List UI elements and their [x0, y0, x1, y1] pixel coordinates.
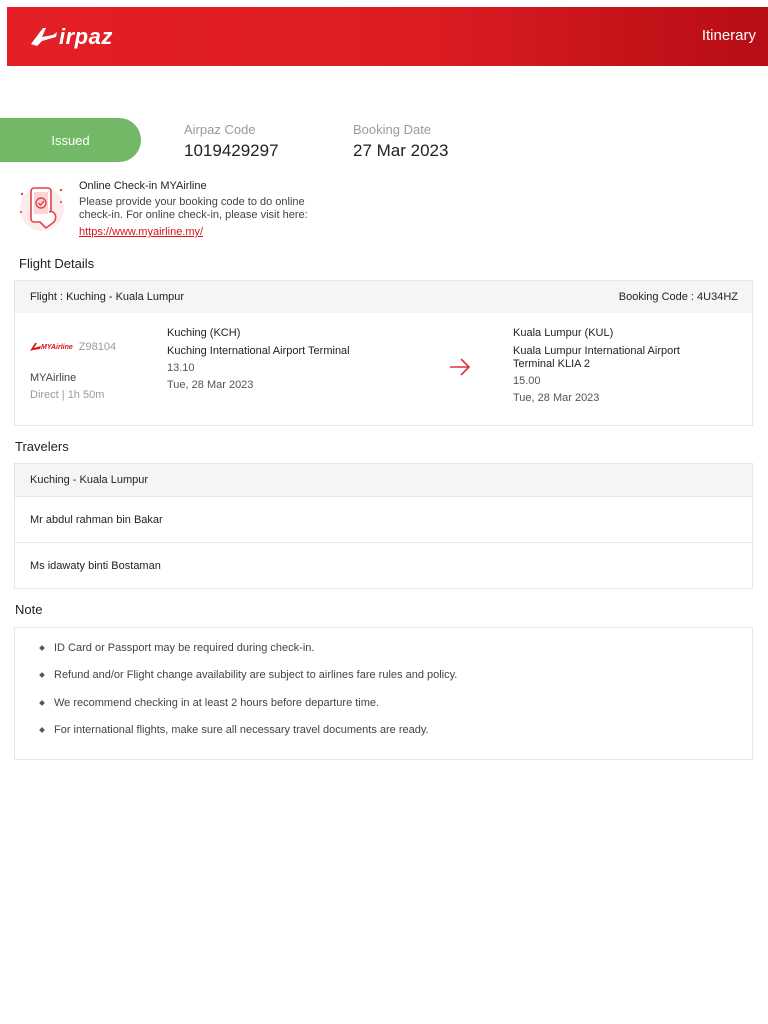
departure-info [167, 327, 387, 392]
flight-route-label: Flight : Kuching - Kuala Lumpur [30, 291, 185, 303]
booking-date-block [353, 122, 448, 161]
airpaz-logo[interactable] [29, 22, 113, 52]
traveler-name: Mr abdul rahman bin Bakar [30, 513, 163, 526]
airpaz-code-block [184, 122, 279, 161]
myairline-wing-icon [30, 343, 41, 351]
arrival-city: Kuala Lumpur (KUL) [513, 327, 614, 339]
checkin-description: Please provide your booking code to do online check-in. For online check-in, please visit here: [79, 196, 308, 221]
airpaz-code-value: 1019429297 [184, 141, 279, 160]
phone-checkin-icon [16, 182, 68, 234]
booking-date-label: Booking Date [353, 122, 432, 137]
itinerary-link[interactable]: Itinerary [701, 27, 756, 44]
departure-date: Tue, 28 Mar 2023 [167, 379, 254, 391]
flight-duration: Direct | 1h 50m [30, 389, 105, 401]
flight-details-title: Flight Details [19, 256, 95, 271]
arrival-info [513, 327, 713, 405]
departure-airport: Kuching International Airport Terminal [167, 345, 350, 357]
travelers-route-header [15, 464, 752, 496]
status-badge: Issued [0, 118, 141, 162]
airline-logo-text: MYAirline [41, 343, 73, 351]
note-item: For international flights, make sure all necessary travel documents are ready. [15, 722, 752, 749]
note-item: Refund and/or Flight change availability are subject to airlines fare rules and policy. [15, 667, 752, 694]
brand-name: irpaz [59, 24, 113, 49]
airline-name: MYAirline [30, 372, 77, 384]
flight-number: Z98104 [78, 341, 117, 353]
booking-date-value: 27 Mar 2023 [353, 141, 449, 160]
travelers-title: Travelers [15, 439, 69, 454]
myairline-logo [30, 343, 73, 351]
checkin-title: Online Check-in MYAirline [79, 180, 207, 192]
departure-city: Kuching (KCH) [167, 327, 241, 339]
note-title: Note [15, 602, 43, 617]
arrival-date: Tue, 28 Mar 2023 [513, 392, 600, 404]
airpaz-code-label: Airpaz Code [184, 122, 256, 137]
flight-segment [15, 313, 752, 425]
arrival-time: 15.00 [513, 375, 541, 387]
departure-time: 13.10 [167, 362, 195, 374]
myairline-checkin-link[interactable]: https://www.myairline.my/ [79, 226, 204, 238]
note-item: ID Card or Passport may be required during check-in. [15, 640, 752, 667]
traveler-name: Ms idawaty binti Bostaman [30, 559, 161, 572]
travelers-card [14, 463, 753, 589]
arrow-right-icon [448, 357, 472, 377]
checkin-text [79, 180, 329, 238]
note-item: We recommend checking in at least 2 hours before departure time. [15, 695, 752, 722]
booking-code-label: Booking Code : 4U34HZ [618, 291, 738, 303]
top-header-bar [7, 7, 768, 66]
traveler-row [15, 496, 752, 542]
airpaz-plane-icon [29, 22, 59, 52]
flight-details-card [14, 280, 753, 426]
flight-card-header [15, 281, 752, 313]
traveler-row [15, 542, 752, 588]
note-card [14, 627, 753, 760]
arrival-airport: Kuala Lumpur International Airport Terminal KLIA 2 [513, 345, 680, 370]
travelers-route: Kuching - Kuala Lumpur [30, 474, 149, 486]
airline-logo [30, 341, 116, 353]
